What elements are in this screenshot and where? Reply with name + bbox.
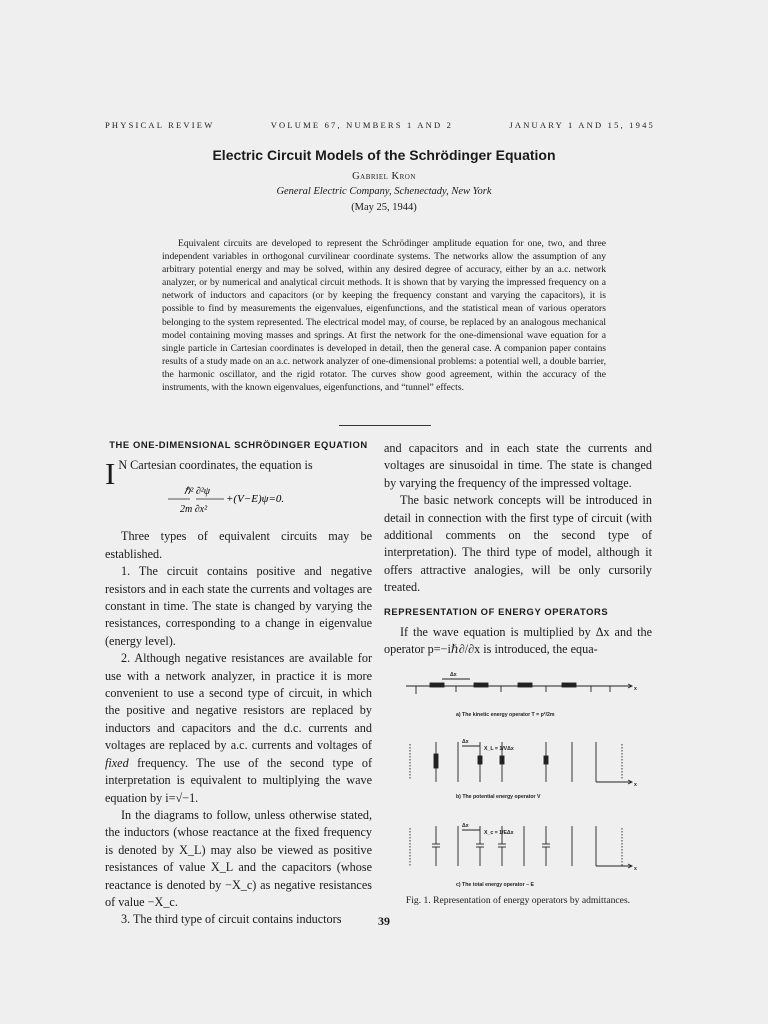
paragraph-basic-concepts: The basic network concepts will be introduced in detail in connection with the first type of circuit (with additional comments on the second type of interpretation). The third type of model, although it offers attractive analogies, will be only cursorily treated. [384, 493, 652, 595]
paragraph-diagrams: In the diagrams to follow, unless otherwise stated, the inductors (whose reactance at the fixed frequency is denoted by X_L) may also be viewed as positive resistances of value X_L and the capacitors (whose reactance is denoted by −X_c) as negative resistances of value −X_c. [105, 807, 372, 909]
author-name: Gabriel Kron [352, 171, 416, 182]
diagram-a [406, 679, 632, 694]
dx-label-c: Δx [462, 823, 469, 829]
right-column [384, 440, 652, 658]
label-potential-operator: b) The potential energy operator V [456, 794, 541, 800]
paragraph-wave-equation: If the wave equation is multiplied by Δx and the operator p=−iℏ∂/∂x is introduced, the equa- [384, 624, 652, 657]
xc-label-c: X_c = 1/EΔx [484, 830, 514, 836]
running-header [105, 120, 655, 130]
dx-label-b: Δx [462, 739, 469, 745]
intro-text: N Cartesian coordinates, the equation is [118, 458, 313, 472]
x-axis-label-c: x [634, 866, 637, 872]
figure-caption: Fig. 1. Representation of energy operators by admittances. [405, 895, 631, 906]
abstract [162, 237, 606, 394]
section-heading-schrodinger: THE ONE-DIMENSIONAL SCHRÖDINGER EQUATION [109, 439, 368, 450]
item2-text-a: 2. Although negative resistances are available for use with a network analyzer, in practice it is more convenient to use a second type of circuit, in which the positive and negative resistors are replaced by inductors and capacitors and the d.c. currents and voltages are replaced by a.c. currents and voltages of [105, 651, 372, 753]
label-total-operator: c) The total energy operator − E [456, 882, 534, 888]
circuit-diagram [396, 670, 642, 892]
intro-paragraph [105, 456, 372, 491]
received-date: (May 25, 1944) [351, 202, 417, 213]
equation-graphic [160, 482, 330, 516]
section-divider [339, 425, 431, 426]
journal-name: PHYSICAL REVIEW [105, 120, 215, 130]
drop-cap: I [105, 456, 116, 491]
section-heading-energy-operators: REPRESENTATION OF ENERGY OPERATORS [384, 605, 609, 617]
item2-fixed: fixed [105, 755, 129, 770]
page-number: 39 [378, 914, 390, 928]
paper-title: Electric Circuit Models of the Schrödinger Equation [212, 147, 556, 163]
diagram-b [410, 742, 632, 784]
figure-1 [396, 670, 642, 897]
paragraph-item-2 [105, 650, 372, 807]
issue-date: JANUARY 1 AND 15, 1945 [509, 120, 655, 130]
paragraph-item-1: 1. The circuit contains positive and negative resistors and in each state the currents and voltages are constant in time. The state is changed by varying the resistances, corresponding to a change in eigenvalue (energy level). [105, 564, 373, 648]
item2-text-b: frequency. The use of the second type of interpretation is equivalent to multiplying the wave equation by i=√−1. [105, 755, 372, 805]
x-axis-label-b: x [634, 782, 637, 788]
diagram-c [410, 826, 632, 868]
svg-text:ℏ² ∂²ψ: ℏ² ∂²ψ [184, 486, 211, 498]
author-affiliation: General Electric Company, Schenectady, New York [276, 186, 492, 197]
svg-text:+(V−E)ψ=0.: +(V−E)ψ=0. [226, 493, 285, 506]
label-kinetic-operator: a) The kinetic energy operator T = p²/2m [456, 712, 555, 718]
x-axis-label-a: x [634, 686, 637, 692]
dx-label-a: Δx [450, 672, 457, 678]
paragraph-types: Three types of equivalent circuits may be established. [105, 529, 372, 561]
paragraph-continued: and capacitors and in each state the currents and voltages are sinusoidal in time. The state is changed by varying the frequency of the impressed voltage. [384, 441, 652, 490]
paragraph-item-3: 3. The third type of circuit contains inductors [121, 912, 342, 927]
schrodinger-equation [105, 482, 372, 520]
xl-label-b: X_L = 1/VΔx [484, 746, 514, 752]
left-column [105, 438, 372, 929]
svg-text:2m ∂x²: 2m ∂x² [180, 504, 208, 516]
abstract-text: Equivalent circuits are developed to represent the Schrödinger amplitude equation for one, two, and three independent variables in orthogonal curvilinear coordinate systems. The networks allow the assumption of any arbitrary potential energy and may be solved, within any desired degree of accuracy, either by an a.c. network analyzer, or by numerical and analytical circuit methods. It is shown that by varying the impressed frequency on a network of inductors and capacitors (or by keeping the frequency constant and varying the capacitors), it is possible to find by measurements the eigenvalues, eigenfunctions, and the statistical mean of various operators belonging to the system represented. The electrical model may, of course, be replaced by an analogous mechanical model containing moving masses and springs. At first the network for the one-dimensional wave equation for a single particle in Cartesian coordinates is developed in detail, then the general case. A companion paper contains results of a study made on an a.c. network analyzer of one-dimensional problems: a potential well, a double barrier, the harmonic oscillator, and the rigid rotator. The curves show good agreement, within the accuracy of the instruments, with the known eigenvalues, eigenfunctions, and “tunnel” effects. [162, 238, 606, 394]
volume-info: VOLUME 67, NUMBERS 1 AND 2 [270, 120, 454, 130]
